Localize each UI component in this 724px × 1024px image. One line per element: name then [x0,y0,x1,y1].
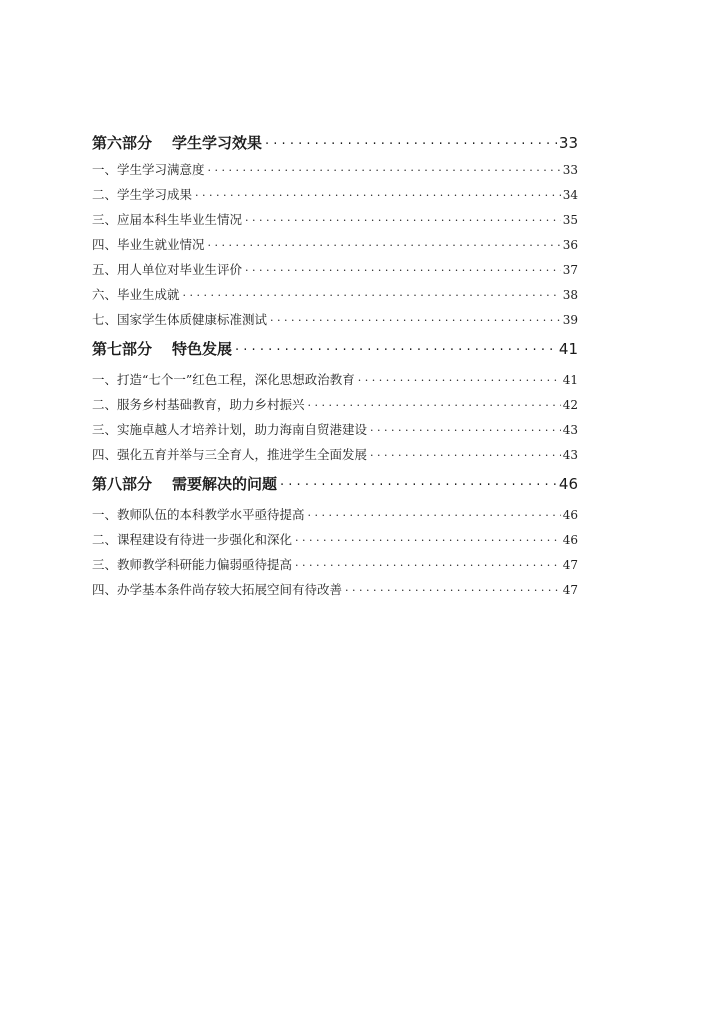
entry-label: 三、应届本科生毕业生情况 [92,212,243,227]
toc-entry[interactable] [92,445,578,470]
entry-label: 二、学生学习成果 [92,187,193,202]
dot-leader [265,133,557,148]
page-number: 43 [562,423,578,437]
dot-leader [245,262,561,275]
toc-entry[interactable] [92,505,578,530]
part-title: 学生学习效果 [172,134,263,152]
page-number: 33 [558,134,578,152]
toc-entry[interactable] [92,160,578,185]
entry-label: 二、服务乡村基础教育，助力乡村振兴 [92,397,305,412]
part-heading-label [92,132,262,153]
part-title: 特色发展 [172,340,233,358]
part-number: 第八部分 [92,475,153,493]
dot-leader [195,187,561,200]
entry-label: 五、用人单位对毕业生评价 [92,262,243,277]
entry-label: 三、实施卓越人才培养计划，助力海南自贸港建设 [92,422,368,437]
dot-leader [235,339,557,354]
toc-entry[interactable] [92,310,578,335]
dot-leader [280,474,557,489]
toc-entry[interactable] [92,285,578,310]
page-number: 46 [558,475,578,493]
toc-entry[interactable] [92,530,578,555]
toc-entry[interactable] [92,580,578,605]
toc-part-heading[interactable] [92,132,578,158]
page-number: 39 [562,313,578,327]
dot-leader [370,422,561,435]
entry-label: 二、课程建设有待进一步强化和深化 [92,532,293,547]
dot-leader [295,557,561,570]
part-title: 需要解决的问题 [172,475,278,493]
dot-leader [208,162,561,175]
dot-leader [183,287,561,300]
entry-label: 四、强化五育并举与三全育人，推进学生全面发展 [92,447,368,462]
dot-leader [270,312,561,325]
part-number: 第七部分 [92,340,153,358]
page-number: 37 [562,263,578,277]
entry-label: 一、学生学习满意度 [92,162,205,177]
toc-part-heading[interactable] [92,338,578,364]
toc-entry[interactable] [92,235,578,260]
page-number: 41 [558,340,578,358]
entry-label: 一、教师队伍的本科教学水平亟待提高 [92,507,305,522]
part-heading-label [92,473,277,494]
page-number: 41 [562,373,578,387]
toc-entry[interactable] [92,420,578,445]
entry-label: 四、毕业生就业情况 [92,237,205,252]
page-number: 46 [562,508,578,522]
page-number: 34 [562,188,578,202]
page-number: 47 [562,558,578,572]
part-number: 第六部分 [92,134,153,152]
toc-entry[interactable] [92,210,578,235]
toc-entry[interactable] [92,185,578,210]
toc-entry[interactable] [92,555,578,580]
toc-entry[interactable] [92,395,578,420]
toc-entry[interactable] [92,370,578,395]
page-number: 46 [562,533,578,547]
page-number: 42 [562,398,578,412]
entry-label: 四、办学基本条件尚存较大拓展空间有待改善 [92,582,343,597]
page-number: 38 [562,288,578,302]
entry-label: 三、教师教学科研能力偏弱亟待提高 [92,557,293,572]
dot-leader [308,397,561,410]
page-number: 33 [562,163,578,177]
entry-label: 六、毕业生成就 [92,287,180,302]
dot-leader [295,532,561,545]
dot-leader [208,237,561,250]
dot-leader [245,212,561,225]
page-number: 47 [562,583,578,597]
dot-leader [370,447,561,460]
dot-leader [358,372,561,385]
page-number: 43 [562,448,578,462]
toc-part-heading[interactable] [92,473,578,499]
dot-leader [308,507,561,520]
entry-label: 一、打造“七个一”红色工程，深化思想政治教育 [92,372,355,387]
dot-leader [345,582,561,595]
table-of-contents [92,130,578,605]
part-heading-label [92,338,232,359]
entry-label: 七、国家学生体质健康标准测试 [92,312,268,327]
page-number: 35 [562,213,578,227]
toc-entry[interactable] [92,260,578,285]
page-number: 36 [562,238,578,252]
